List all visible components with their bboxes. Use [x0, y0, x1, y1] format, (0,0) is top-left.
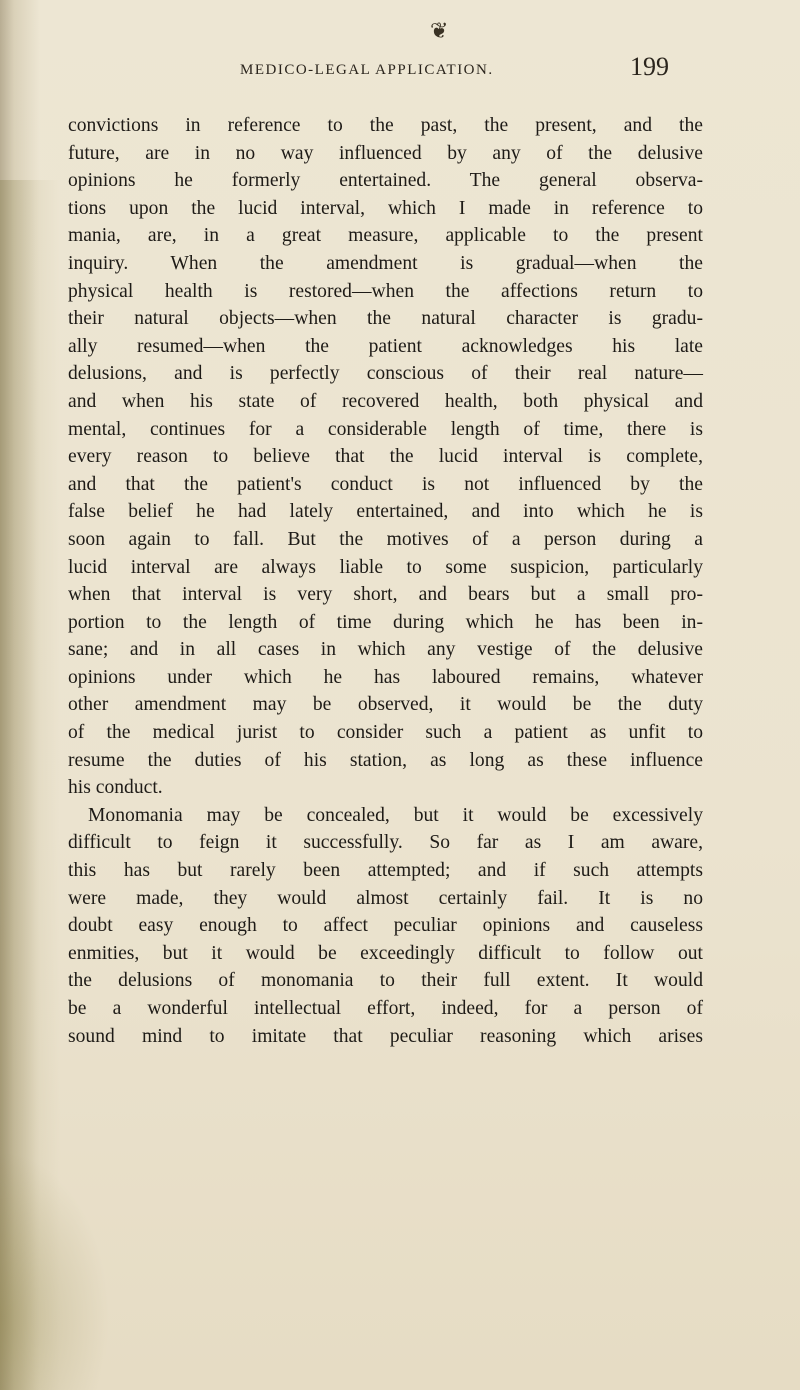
text-line: sound mind to imitate that peculiar reasoning which arises [68, 1025, 703, 1047]
text-line: opinions under which he has laboured remains, whatever [68, 666, 703, 688]
text-line: every reason to believe that the lucid interval is complete, [68, 446, 703, 468]
text-line: mental, continues for a considerable length of time, there is [68, 418, 703, 440]
text-line: enmities, but it would be exceedingly difficult to follow out [68, 942, 703, 964]
text-line: tions upon the lucid interval, which I made in reference to [68, 197, 703, 219]
page-number: 199 [630, 52, 669, 81]
text-line: this has but rarely been attempted; and if such attempts [68, 860, 703, 882]
text-line: other amendment may be observed, it would be the duty [68, 694, 703, 716]
text-line: and that the patient's conduct is not influenced by the [68, 473, 703, 495]
text-line: portion to the length of time during which he has been in- [68, 611, 703, 633]
text-line: doubt easy enough to affect peculiar opinions and causeless [68, 915, 703, 937]
text-line: delusions, and is perfectly conscious of their real nature— [68, 363, 703, 385]
text-line: and when his state of recovered health, both physical and [68, 390, 703, 412]
text-line: inquiry. When the amendment is gradual—when the [68, 252, 703, 274]
text-line: lucid interval are always liable to some suspicion, particularly [68, 556, 703, 578]
text-line: opinions he formerly entertained. The general observa- [68, 170, 703, 192]
text-line: physical health is restored—when the affections return to [68, 280, 703, 302]
text-line: resume the duties of his station, as long as these influence [68, 749, 703, 771]
running-title: MEDICO-LEGAL APPLICATION. [240, 62, 494, 78]
text-line: of the medical jurist to consider such a patient as unfit to [68, 722, 703, 744]
text-line: ally resumed—when the patient acknowledges his late [68, 335, 703, 357]
text-line: mania, are, in a great measure, applicable to the present [68, 225, 703, 247]
text-line: convictions in reference to the past, the present, and the [68, 115, 703, 136]
text-line: false belief he had lately entertained, and into which he is [68, 501, 703, 523]
text-line: were made, they would almost certainly fail. It is no [68, 887, 703, 909]
text-line: difficult to feign it successfully. So far as I am aware, [68, 832, 703, 854]
ornament-mark: ❦ [430, 18, 449, 43]
text-line: when that interval is very short, and bears but a small pro- [68, 584, 703, 606]
text-line: future, are in no way influenced by any of the delusive [68, 142, 703, 164]
text-line: their natural objects—when the natural character is gradu- [68, 308, 703, 330]
page-header [240, 48, 700, 88]
body-text [68, 112, 703, 1050]
text-line: soon again to fall. But the motives of a person during a [68, 528, 703, 550]
text-line: be a wonderful intellectual effort, indeed, for a person of [68, 998, 703, 1019]
text-line: sane; and in all cases in which any vestige of the delusive [68, 639, 703, 661]
page-stain [0, 1150, 110, 1390]
paragraph-start-line: Monomania may be concealed, but it would be excessively [88, 804, 703, 826]
paragraph-end-line: his conduct. [68, 777, 163, 799]
text-line: the delusions of monomania to their full extent. It would [68, 970, 703, 992]
